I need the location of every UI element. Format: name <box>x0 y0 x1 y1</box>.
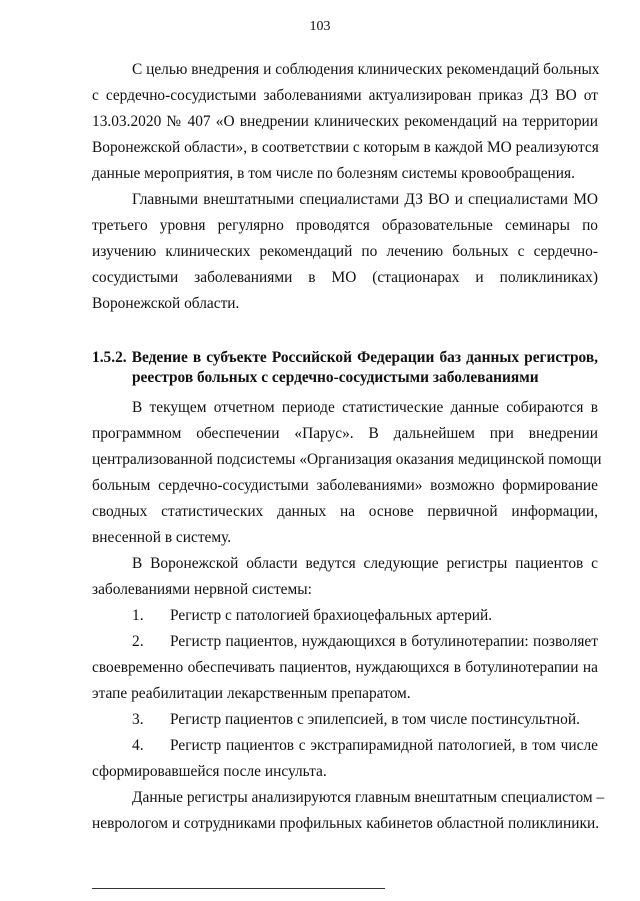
text-line: этапе реабилитации лекарственным препаратом. <box>92 685 411 702</box>
text-line: сформировавшейся после инсульта. <box>92 763 327 780</box>
text-line: 13.03.2020 № 407 «О внедрении клинических рекомендаций на территории <box>92 113 598 130</box>
text-line: централизованной подсистемы «Организация оказания медицинской помощи <box>92 451 602 468</box>
text-line: заболеваниями нервной системы: <box>92 581 312 598</box>
text-line: сосудистыми заболеваниями в МО (стационарах и поликлиниках) <box>92 269 598 286</box>
text-line: В текущем отчетном периоде статистические данные собираются в <box>132 399 598 416</box>
text-line: В Воронежской области ведутся следующие регистры пациентов с <box>132 555 598 572</box>
text-line: С целью внедрения и соблюдения клинических рекомендаций больных <box>132 61 600 78</box>
list-item <box>132 736 598 756</box>
text-line: сводных статистических данных на основе первичной информации, <box>92 503 598 520</box>
text-line: третьего уровня регулярно проводятся образовательные семинары по <box>92 217 598 234</box>
text-line: больным сердечно-сосудистыми заболеваниями» возможно формирование <box>92 477 598 494</box>
list-number: 1. <box>132 607 144 624</box>
text-line: внесенной в систему. <box>92 529 232 546</box>
list-text: Регистр пациентов, нуждающихся в ботулинотерапии: позволяет <box>170 633 598 650</box>
text-line: данные мероприятия, в том числе по болезням системы кровообращения. <box>92 165 575 182</box>
page-number: 103 <box>309 19 331 34</box>
text-line: программном обеспечении «Парус». В дальнейшем при внедрении <box>92 425 598 442</box>
text-line: Главными внештатными специалистами ДЗ ВО и специалистами МО <box>132 191 598 208</box>
footnote-divider <box>92 888 385 889</box>
list-number: 3. <box>132 711 144 728</box>
text-line: изучению клинических рекомендаций по лечению больных с сердечно- <box>92 243 598 260</box>
heading-line: 1.5.2. Ведение в субъекте Российской Федерации баз данных регистров, <box>92 349 598 366</box>
text-line: с сердечно-сосудистыми заболеваниями актуализирован приказ ДЗ ВО от <box>92 87 598 104</box>
list-item <box>132 606 598 626</box>
text-line: Данные регистры анализируются главным внештатным специалистом – <box>132 789 605 806</box>
list-text: Регистр с патологией брахиоцефальных артерий. <box>170 607 493 624</box>
list-text: Регистр пациентов с эпилепсией, в том числе постинсультной. <box>170 711 580 728</box>
list-number: 4. <box>132 737 144 754</box>
text-line: своевременно обеспечивать пациентов, нуждающихся в ботулинотерапии на <box>92 659 598 676</box>
text-line: Воронежской области», в соответствии с которым в каждой МО реализуются <box>92 139 599 156</box>
list-text: Регистр пациентов с экстрапирамидной патологией, в том числе <box>170 737 598 754</box>
text-line: неврологом и сотрудниками профильных кабинетов областной поликлиники. <box>92 815 600 832</box>
list-number: 2. <box>132 633 144 650</box>
list-item <box>132 632 598 652</box>
list-item <box>132 710 598 730</box>
text-line: Воронежской области. <box>92 295 240 312</box>
heading-line: реестров больных с сердечно-сосудистыми заболеваниями <box>132 369 539 386</box>
